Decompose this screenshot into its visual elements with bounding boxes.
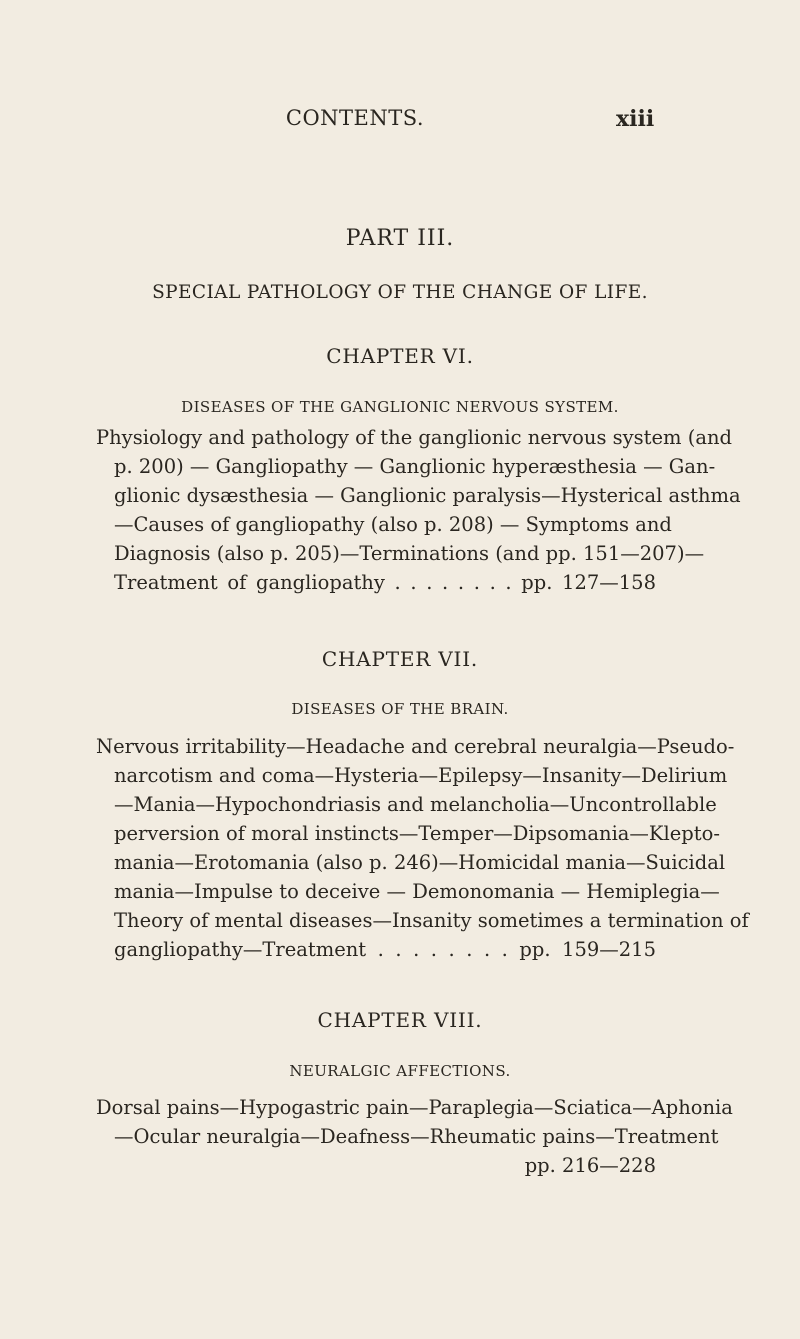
contents-line: Nervous irritability—Headache and cerebral neuralgia—Pseudo- [96,735,735,758]
chapter-7-contents [96,732,749,964]
contents-line: Treatment of gangliopathy . . . . . . . . pp. 127—158 [114,571,656,594]
contents-line: p. 200) — Gangliopathy — Ganglionic hyperæsthesia — Gan- [114,455,716,478]
part-heading: PART III. [345,226,455,251]
contents-line: Diagnosis (also p. 205)—Terminations (and pp. 151—207)— [114,542,705,565]
contents-line: narcotism and coma—Hysteria—Epilepsy—Insanity—Delirium [114,764,728,787]
contents-line: Dorsal pains—Hypogastric pain—Paraplegia—Sciatica—Aphonia [96,1096,733,1119]
chapter-8-contents [96,1093,733,1180]
page-number: xiii [616,106,655,132]
contents-line: —Ocular neuralgia—Deafness—Rheumatic pains—Treatment [114,1125,719,1148]
contents-line: glionic dysæsthesia — Ganglionic paralysis—Hysterical asthma [114,484,741,507]
contents-line: gangliopathy—Treatment . . . . . . . . pp. 159—215 [114,938,656,961]
contents-line: mania—Erotomania (also p. 246)—Homicidal mania—Suicidal [114,851,726,874]
contents-line: —Mania—Hypochondriasis and melancholia—Uncontrollable [114,793,717,816]
contents-line: —Causes of gangliopathy (also p. 208) — Symptoms and [114,513,672,536]
chapter-6-subtitle: DISEASES OF THE GANGLIONIC NERVOUS SYSTEM. [181,398,619,416]
chapter-6-heading: CHAPTER VI. [326,344,474,368]
contents-line: Physiology and pathology of the ganglionic nervous system (and [96,426,733,449]
running-head [0,106,800,136]
contents-line: perversion of moral instincts—Temper—Dipsomania—Klepto- [114,822,720,845]
chapter-6-contents [96,423,741,597]
chapter-8-subtitle: NEURALGIC AFFECTIONS. [289,1062,511,1080]
part-title: SPECIAL PATHOLOGY OF THE CHANGE OF LIFE. [152,282,648,303]
running-title: CONTENTS. [285,106,425,130]
chapter-8-heading: CHAPTER VIII. [317,1008,483,1032]
contents-line: mania—Impulse to deceive — Demonomania — Hemiplegia— [114,880,720,903]
chapter-7-heading: CHAPTER VII. [321,647,479,671]
contents-page-range: pp. 216—228 [524,1154,656,1177]
contents-line: Theory of mental diseases—Insanity sometimes a termination of [114,909,749,932]
chapter-7-subtitle: DISEASES OF THE BRAIN. [291,700,509,718]
